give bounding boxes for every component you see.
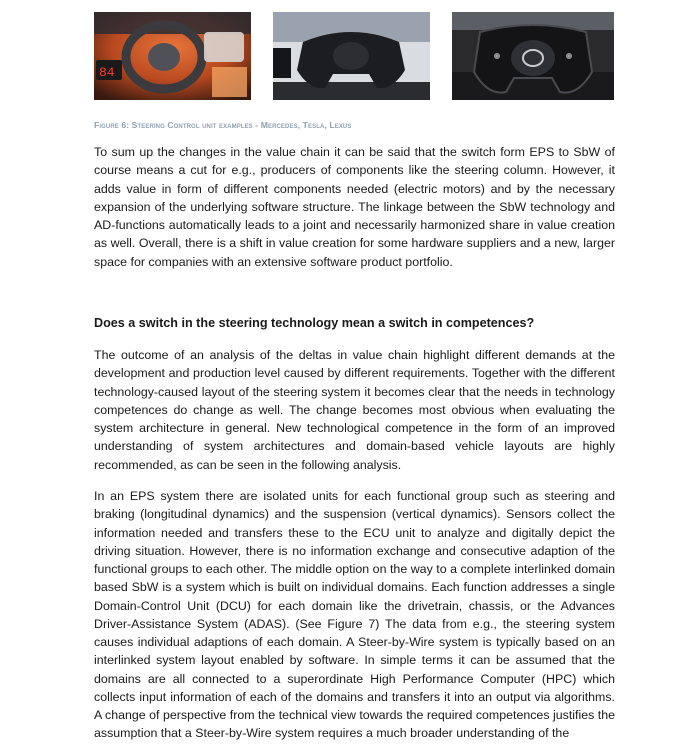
paragraph-value-chain-summary: To sum up the changes in the value chain it can be said that the switch form EPS to SbW of course means a cut for e.g., producers of components like the steering column. However, it adds value in form of different components needed (electric motors) and by the necessary expansion of the underlying software structure. The linkage between the SbW technology and AD-functions automatically leads to a joint and necessarily harmonized share in value creation as well. Overall, there is a shift in value creation for some hardware suppliers and a new, larger space for companies with an extensive software product portfolio. (94, 145, 615, 269)
section-heading: Does a switch in the steering technology mean a switch in competences? (94, 316, 535, 330)
figure-image-lexus (452, 12, 614, 100)
svg-text:84: 84 (99, 65, 115, 80)
figure-caption: Figure 6: Steering Control unit examples - Mercedes, Tesla, Lexus (94, 120, 352, 130)
figure-image-mercedes (94, 12, 251, 100)
paragraph-eps-system: In an EPS system there are isolated units for each functional group such as steering and braking (longitudinal dynamics) and the suspension (vertical dynamics). Sensors collect the information needed and transfers these to the ECU unit to analyze and digitally depict the driving situation. However, there is no information exchange and consecutive adaption of the functional groups to each other. The middle option on the way to a complete interlinked domain based SbW is a system which is built on individual domains. Each function addresses a single Domain-Control Unit (DCU) for each domain like the drivetrain, chassis, or the Advances Driver-Assistance System (ADAS). (See Figure 7) The data from e.g., the steering system causes individual adaptions of each domain. A Steer-by-Wire system is typically based on an interlinked system layout enabled by software. In simple terms it can be assumed that the domains are all connected to a superordinate High Performance Computer (HPC) which collects input information of each of the domains and transfers it into an output via algorithms. A change of perspective from the technical view towards the required competences justifies the assumption that a Steer-by-Wire system requires a much broader understanding of the (94, 489, 615, 741)
figure-image-tesla (273, 12, 430, 100)
paragraph-deltas-analysis: The outcome of an analysis of the deltas in value chain highlight different demands at the development and production level caused by different requirements. Together with the different technology-caused layout of the steering system it becomes clear that the needs in technology competences do change as well. The change becomes most obvious when evaluating the system architecture in general. New technological competence in the form of an improved understanding of system architectures and domain-based vehicle layouts are highly recommended, as can be seen in the following analysis. (94, 348, 615, 472)
